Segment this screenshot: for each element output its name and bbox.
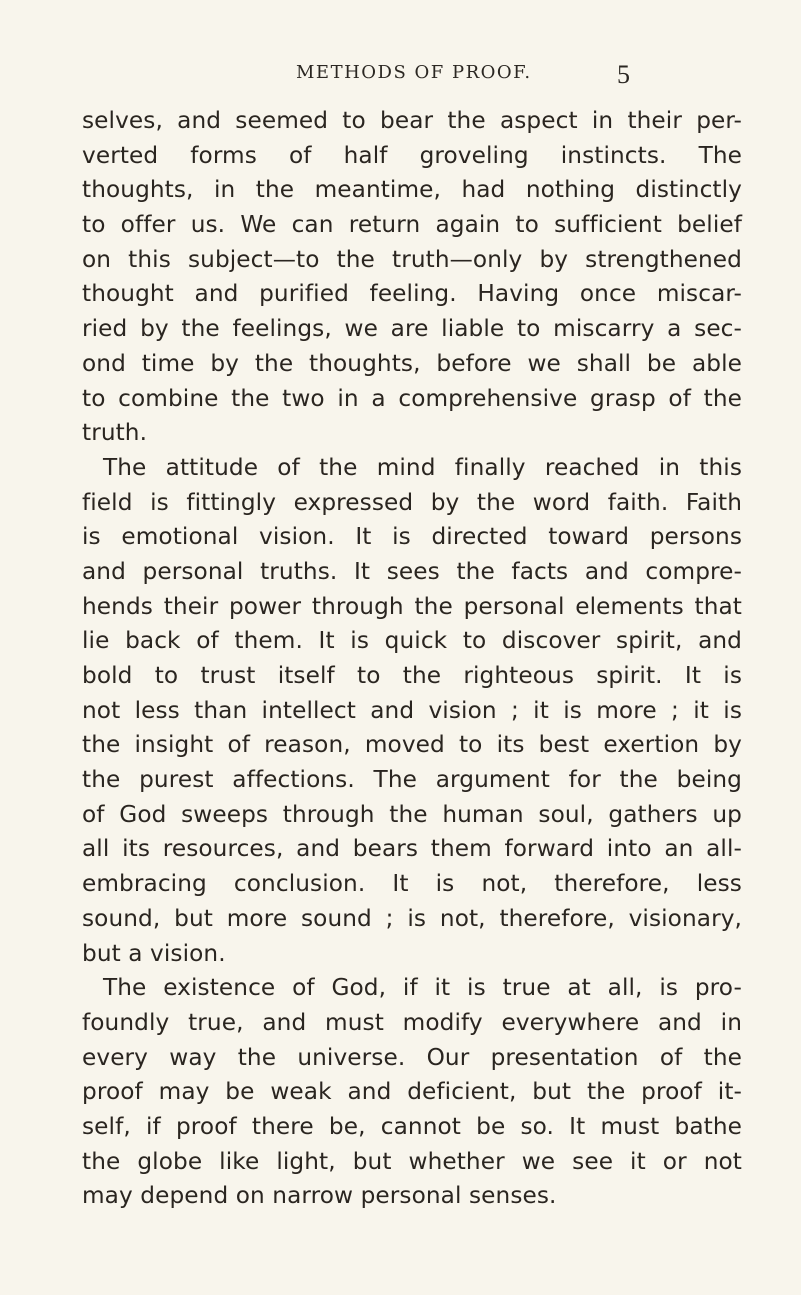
- page-header: [0, 62, 801, 96]
- text-line: to combine the two in a comprehensive grasp of the: [82, 384, 742, 412]
- paragraph-2: [82, 451, 742, 971]
- text-line: ond time by the thoughts, before we shall be able: [82, 349, 742, 377]
- text-line: self, if proof there be, cannot be so. It must bathe: [82, 1112, 742, 1140]
- text-line: field is fittingly expressed by the word faith. Faith: [82, 488, 742, 516]
- text-line: not less than intellect and vision ; it is more ; it is: [82, 696, 742, 724]
- text-line: The attitude of the mind finally reached in this: [103, 453, 742, 481]
- text-line: hends their power through the personal elements that: [82, 592, 742, 620]
- text-line: but a vision.: [82, 939, 226, 967]
- text-line: bold to trust itself to the righteous spirit. It is: [82, 662, 742, 689]
- paragraph-1: [82, 104, 742, 451]
- body-text: [82, 104, 742, 1214]
- text-line: sound, but more sound ; is not, therefore, visionary,: [82, 904, 742, 932]
- text-line: The existence of God, if it is true at all, is pro-: [103, 974, 742, 1002]
- text-line: foundly true, and must modify everywhere and in: [82, 1008, 742, 1036]
- text-line: the globe like light, but whether we see it or not: [82, 1147, 742, 1175]
- text-line: is emotional vision. It is directed toward persons: [82, 523, 742, 551]
- text-line: proof may be weak and deficient, but the proof it-: [82, 1078, 742, 1106]
- running-title: METHODS OF PROOF.: [296, 62, 532, 83]
- text-line: thought and purified feeling. Having once miscar-: [82, 280, 742, 308]
- text-line: all its resources, and bears them forward into an all-: [82, 835, 742, 863]
- paragraph-3: [82, 971, 742, 1214]
- text-line: ried by the feelings, we are liable to miscarry a sec-: [82, 315, 742, 343]
- text-line: of God sweeps through the human soul, gathers up: [82, 800, 742, 828]
- text-line: selves, and seemed to bear the aspect in their per-: [82, 107, 742, 134]
- text-line: the insight of reason, moved to its best exertion by: [82, 731, 742, 759]
- text-line: verted forms of half groveling instincts. The: [82, 141, 742, 169]
- text-line: lie back of them. It is quick to discover spirit, and: [82, 627, 742, 655]
- page-number: 5: [617, 60, 630, 89]
- text-line: the purest affections. The argument for the being: [82, 766, 742, 794]
- text-line: and personal truths. It sees the facts and compre-: [82, 557, 742, 585]
- text-line: every way the universe. Our presentation of the: [82, 1043, 742, 1071]
- text-line: truth.: [82, 419, 148, 447]
- text-line: to offer us. We can return again to sufficient belief: [82, 211, 742, 239]
- text-line: may depend on narrow personal senses.: [82, 1182, 557, 1210]
- text-line: thoughts, in the meantime, had nothing distinctly: [82, 176, 742, 204]
- text-line: on this subject—to the truth—only by strengthened: [82, 245, 742, 273]
- text-line: embracing conclusion. It is not, therefore, less: [82, 870, 742, 898]
